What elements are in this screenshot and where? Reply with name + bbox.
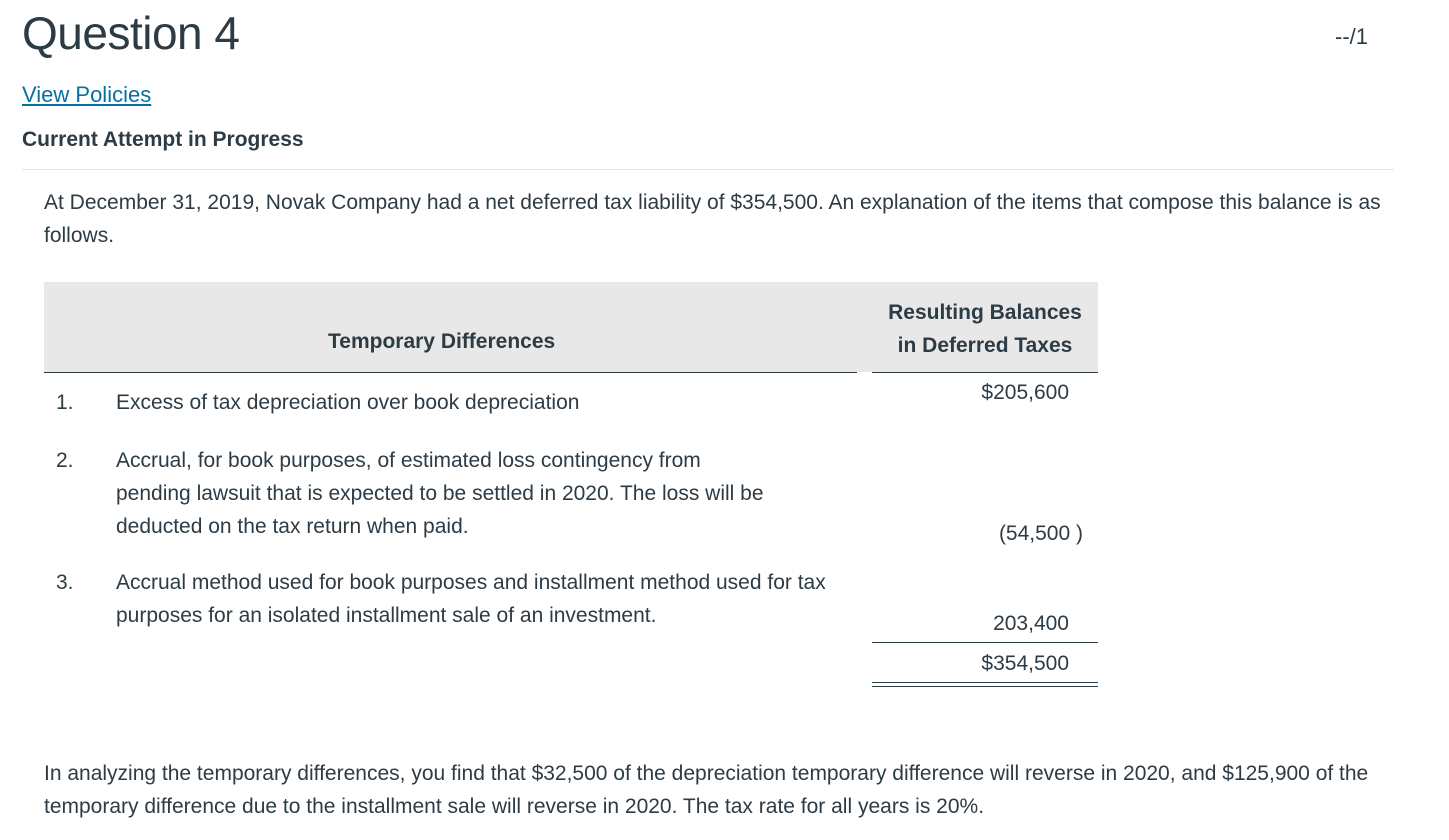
row-amount: $205,600 [981, 381, 1069, 404]
header-underline-right [872, 372, 1098, 373]
intro-paragraph: At December 31, 2019, Novak Company had a net deferred tax liability of $354,500. An explanation of the items that compose this balance is as follows. [44, 191, 1381, 247]
total-double-rule-top [872, 682, 1098, 683]
column-header-resulting-balances [872, 296, 1098, 362]
row-number: 1. [56, 391, 74, 414]
row-number: 3. [56, 571, 74, 594]
total-double-rule-bottom [872, 686, 1098, 687]
subtotal-rule [872, 642, 1098, 643]
question-title: Question 4 [22, 7, 240, 59]
view-policies-link[interactable]: View Policies [22, 82, 152, 107]
row-number: 2. [56, 449, 74, 472]
header-underline-left [44, 372, 857, 373]
row-description: Accrual, for book purposes, of estimated loss contingency from pending lawsuit that is expected to be settled in 2020. The loss will be deducted on the tax return when paid. [116, 449, 764, 538]
column-header-line-1: Resulting Balances [888, 301, 1082, 324]
row-description: Excess of tax depreciation over book depreciation [116, 391, 580, 414]
total-amount: $354,500 [981, 652, 1069, 675]
section-divider [22, 169, 1394, 170]
attempt-status: Current Attempt in Progress [22, 128, 304, 151]
row-amount: (54,500 ) [998, 522, 1083, 545]
question-score: --/1 [1335, 24, 1368, 49]
column-header-line-2: in Deferred Taxes [897, 334, 1073, 357]
row-amount: 203,400 [993, 612, 1069, 635]
row-description: Accrual method used for book purposes and installment method used for tax purposes for an isolated installment sale of an investment. [116, 571, 826, 627]
column-header-temporary-differences: Temporary Differences [328, 330, 556, 353]
analysis-paragraph: In analyzing the temporary differences, you find that $32,500 of the depreciation temporary difference will reverse in 2020, and $125,900 of the temporary difference due to the installment sale will reverse in 2020. The tax rate for all years is 20%. [44, 762, 1369, 818]
